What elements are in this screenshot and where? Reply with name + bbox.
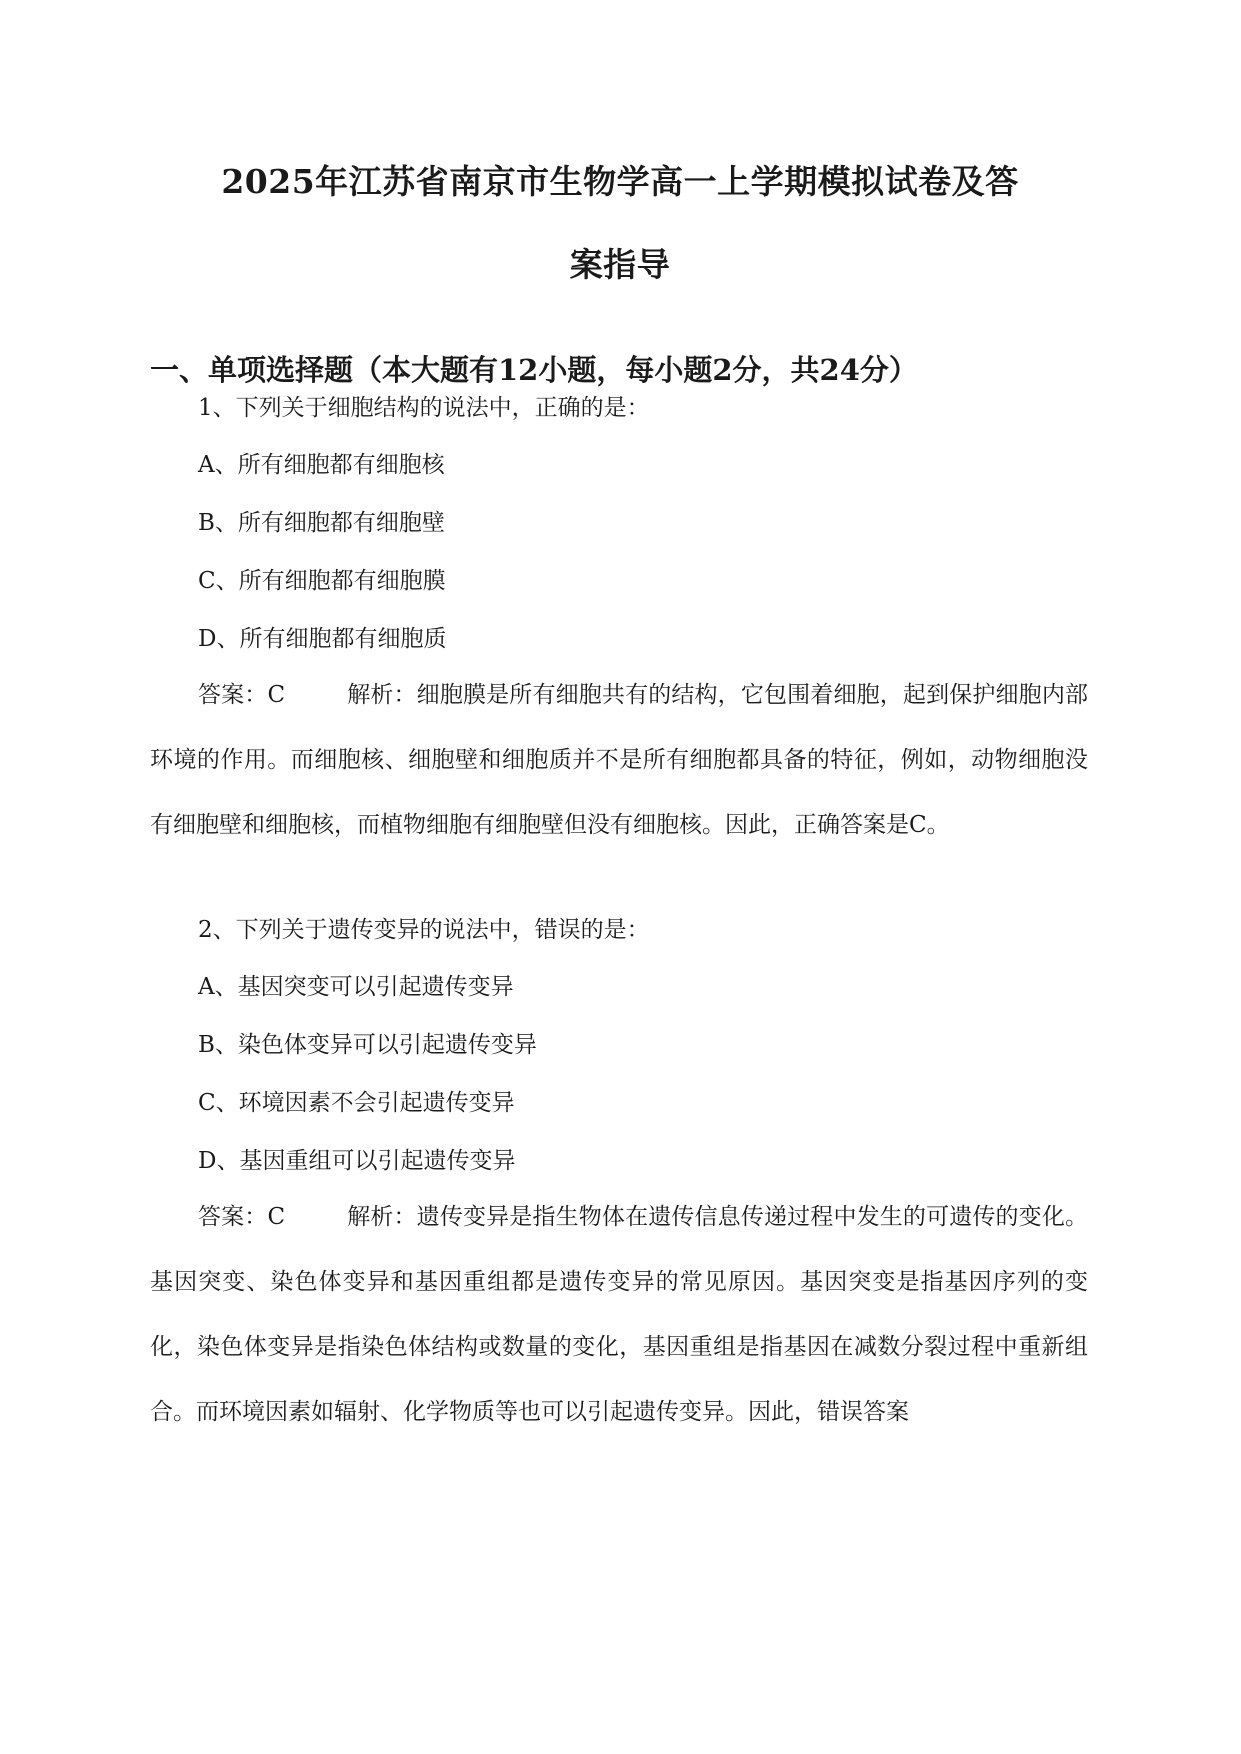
question-1-option-b: B、所有细胞都有细胞壁 [198,510,445,536]
question-1-answer-block [150,663,1088,858]
question-1-option-c: C、所有细胞都有细胞膜 [198,568,446,594]
question-1-stem: 1、下列关于细胞结构的说法中，正确的是： [198,395,650,421]
question-2-option-c: C、环境因素不会引起遗传变异 [198,1090,515,1116]
question-1-option-a: A、所有细胞都有细胞核 [198,452,445,478]
question-2-answer-block [150,1185,1088,1445]
document-title-line-2: 案指导 [569,245,671,284]
question-2-option-d: D、基因重组可以引起遗传变异 [198,1148,516,1174]
question-2-option-b: B、染色体变异可以引起遗传变异 [198,1032,537,1058]
question-1-answer: 答案：C [198,682,286,708]
section-heading: 一、单项选择题（本大题有12小题，每小题2分，共24分） [150,353,918,387]
question-2-stem: 2、下列关于遗传变异的说法中，错误的是： [198,917,650,943]
question-2-option-a: A、基因突变可以引起遗传变异 [198,974,514,1000]
question-1-option-d: D、所有细胞都有细胞质 [198,626,447,652]
question-1-analysis: 解析：细胞膜是所有细胞共有的结构，它包围着细胞，起到保护细胞内部环境的作用。而细胞核、细胞壁和细胞质并不是所有细胞都具备的特征，例如，动物细胞没有细胞壁和细胞核，而植物细胞有细胞壁但没有细胞核。因此，正确答案是C。 [150,682,1088,838]
question-2-analysis: 解析：遗传变异是指生物体在遗传信息传递过程中发生的可遗传的变化。基因突变、染色体变异和基因重组都是遗传变异的常见原因。基因突变是指基因序列的变化，染色体变异是指染色体结构或数量的变化，基因重组是指基因在减数分裂过程中重新组合。而环境因素如辐射、化学物质等也可以引起遗传变异。因此，错误答案 [150,1204,1088,1425]
document-title-line-1: 2025年江苏省南京市生物学高一上学期模拟试卷及答 [221,162,1019,201]
question-2-answer: 答案：C [198,1204,286,1230]
